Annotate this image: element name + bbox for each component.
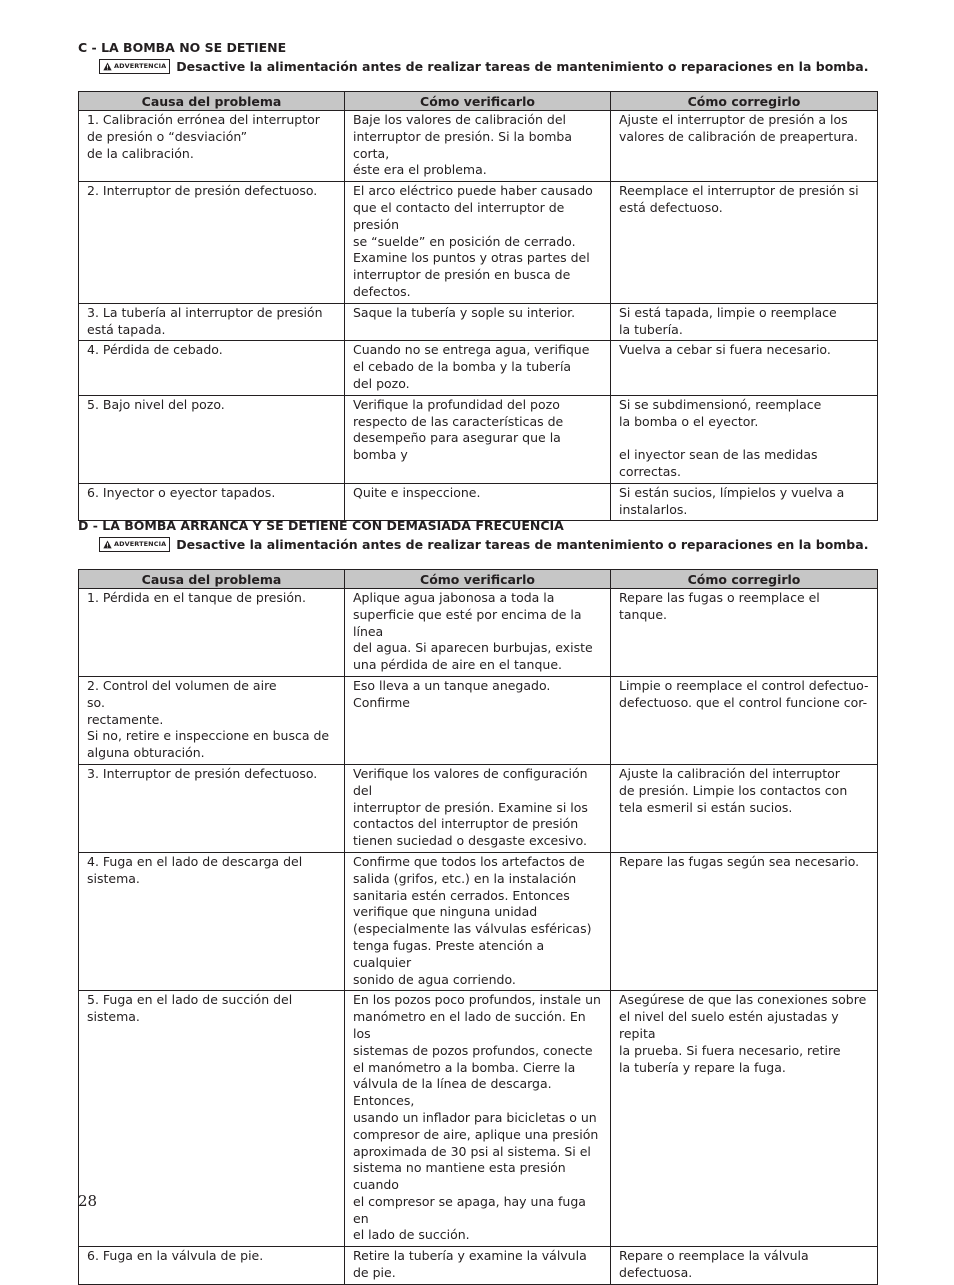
warning-badge-label: ADVERTENCIA bbox=[114, 62, 167, 70]
fix-cell: Ajuste la calibración del interruptor de presión. Limpie los contactos con tela esmeril si están sucios. bbox=[611, 764, 878, 852]
table-row bbox=[79, 182, 878, 304]
troubleshooting-table-c bbox=[78, 91, 878, 521]
warning-triangle-icon bbox=[103, 540, 112, 549]
table-row bbox=[79, 341, 878, 395]
fix-cell: Repare las fugas según sea necesario. bbox=[611, 852, 878, 990]
warning-text: Desactive la alimentación antes de realizar tareas de mantenimiento o reparaciones en la bomba. bbox=[176, 536, 869, 552]
troubleshooting-table-d bbox=[78, 569, 878, 1285]
column-header-cause: Causa del problema bbox=[79, 92, 345, 111]
warning-line bbox=[99, 58, 877, 74]
cause-cell: 4. Pérdida de cebado. bbox=[79, 341, 345, 395]
warning-line bbox=[99, 536, 877, 552]
page-number: 28 bbox=[78, 1192, 98, 1210]
section-d bbox=[78, 518, 877, 1285]
table-row bbox=[79, 764, 878, 852]
check-cell: Retire la tubería y examine la válvula de pie. bbox=[345, 1247, 611, 1285]
check-cell: En los pozos poco profundos, instale un manómetro en el lado de succión. En los sistemas de pozos profundos, conecte el manómetro a la bomba. Cierre la válvula de la línea de descarga. Entonces, usando un inflador para bicicletas o un compresor de aire, aplique una presión aproximada de 30 psi al sistema. Si el sistema no mantiene esta presión cuando el compresor se apaga, hay una fuga en el lado de succión. bbox=[345, 991, 611, 1247]
table-row bbox=[79, 395, 878, 483]
cause-cell: 1. Pérdida en el tanque de presión. bbox=[79, 589, 345, 677]
table-row bbox=[79, 676, 878, 764]
fix-cell: Si está tapada, limpie o reemplace la tubería. bbox=[611, 303, 878, 341]
section-c bbox=[78, 40, 877, 521]
check-cell: Quite e inspeccione. bbox=[345, 483, 611, 521]
fix-cell: Asegúrese de que las conexiones sobre el nivel del suelo estén ajustadas y repita la prueba. Si fuera necesario, retire la tubería y repare la fuga. bbox=[611, 991, 878, 1247]
column-header-fix: Cómo corregirlo bbox=[611, 92, 878, 111]
warning-badge-label: ADVERTENCIA bbox=[114, 540, 167, 548]
table-row bbox=[79, 991, 878, 1247]
fix-cell: Reemplace el interruptor de presión si está defectuoso. bbox=[611, 182, 878, 304]
table-header-row bbox=[79, 570, 878, 589]
cause-cell: 3. La tubería al interruptor de presión está tapada. bbox=[79, 303, 345, 341]
column-header-fix: Cómo corregirlo bbox=[611, 570, 878, 589]
table-header-row bbox=[79, 92, 878, 111]
fix-cell: Si se subdimensionó, reemplace la bomba o el eyector. el inyector sean de las medidas correctas. bbox=[611, 395, 878, 483]
check-cell: Verifique la profundidad del pozo respecto de las características de desempeño para asegurar que la bomba y bbox=[345, 395, 611, 483]
warning-text: Desactive la alimentación antes de realizar tareas de mantenimiento o reparaciones en la bomba. bbox=[176, 58, 869, 74]
cause-cell: 6. Fuga en la válvula de pie. bbox=[79, 1247, 345, 1285]
cause-cell: 2. Interruptor de presión defectuoso. bbox=[79, 182, 345, 304]
fix-cell: Si están sucios, límpielos y vuelva a instalarlos. bbox=[611, 483, 878, 521]
fix-cell: Limpie o reemplace el control defectuo- defectuoso. que el control funcione cor- bbox=[611, 676, 878, 764]
check-cell: Confirme que todos los artefactos de salida (grifos, etc.) en la instalación sanitaria estén cerrados. Entonces verifique que ninguna unidad (especialmente las válvulas esféricas) tenga fugas. Preste atención a cualquier sonido de agua corriendo. bbox=[345, 852, 611, 990]
cause-cell: 5. Fuga en el lado de succión del sistema. bbox=[79, 991, 345, 1247]
cause-cell: 1. Calibración errónea del interruptor de presión o “desviación” de la calibración. bbox=[79, 111, 345, 182]
cause-cell: 3. Interruptor de presión defectuoso. bbox=[79, 764, 345, 852]
cause-cell: 4. Fuga en el lado de descarga del sistema. bbox=[79, 852, 345, 990]
check-cell: Verifique los valores de configuración del interruptor de presión. Examine si los contactos del interruptor de presión tienen suciedad o desgaste excesivo. bbox=[345, 764, 611, 852]
table-row bbox=[79, 483, 878, 521]
section-d-title: D - LA BOMBA ARRANCA Y SE DETIENE CON DEMASIADA FRECUENCIA bbox=[78, 518, 564, 533]
table-row bbox=[79, 589, 878, 677]
cause-cell: 2. Control del volumen de aire so. rectamente. Si no, retire e inspeccione en busca de alguna obturación. bbox=[79, 676, 345, 764]
check-cell: Saque la tubería y sople su interior. bbox=[345, 303, 611, 341]
cause-cell: 5. Bajo nivel del pozo. bbox=[79, 395, 345, 483]
table-row bbox=[79, 852, 878, 990]
fix-cell: Ajuste el interruptor de presión a los valores de calibración de preapertura. bbox=[611, 111, 878, 182]
column-header-check: Cómo verificarlo bbox=[345, 92, 611, 111]
section-c-title: C - LA BOMBA NO SE DETIENE bbox=[78, 40, 287, 55]
check-cell: Baje los valores de calibración del interruptor de presión. Si la bomba corta, éste era el problema. bbox=[345, 111, 611, 182]
fix-cell: Repare o reemplace la válvula defectuosa. bbox=[611, 1247, 878, 1285]
warning-triangle-icon bbox=[103, 62, 112, 71]
column-header-cause: Causa del problema bbox=[79, 570, 345, 589]
table-row bbox=[79, 111, 878, 182]
check-cell: El arco eléctrico puede haber causado que el contacto del interruptor de presión se “suelde” en posición de cerrado. Examine los puntos y otras partes del interruptor de presión en busca de defectos. bbox=[345, 182, 611, 304]
check-cell: Eso lleva a un tanque anegado. Confirme bbox=[345, 676, 611, 764]
fix-cell: Vuelva a cebar si fuera necesario. bbox=[611, 341, 878, 395]
warning-badge bbox=[99, 537, 170, 552]
column-header-check: Cómo verificarlo bbox=[345, 570, 611, 589]
cause-cell: 6. Inyector o eyector tapados. bbox=[79, 483, 345, 521]
check-cell: Aplique agua jabonosa a toda la superficie que esté por encima de la línea del agua. Si aparecen burbujas, existe una pérdida de aire en el tanque. bbox=[345, 589, 611, 677]
warning-badge bbox=[99, 59, 170, 74]
check-cell: Cuando no se entrega agua, verifique el cebado de la bomba y la tubería del pozo. bbox=[345, 341, 611, 395]
table-row bbox=[79, 303, 878, 341]
fix-cell: Repare las fugas o reemplace el tanque. bbox=[611, 589, 878, 677]
table-row bbox=[79, 1247, 878, 1285]
